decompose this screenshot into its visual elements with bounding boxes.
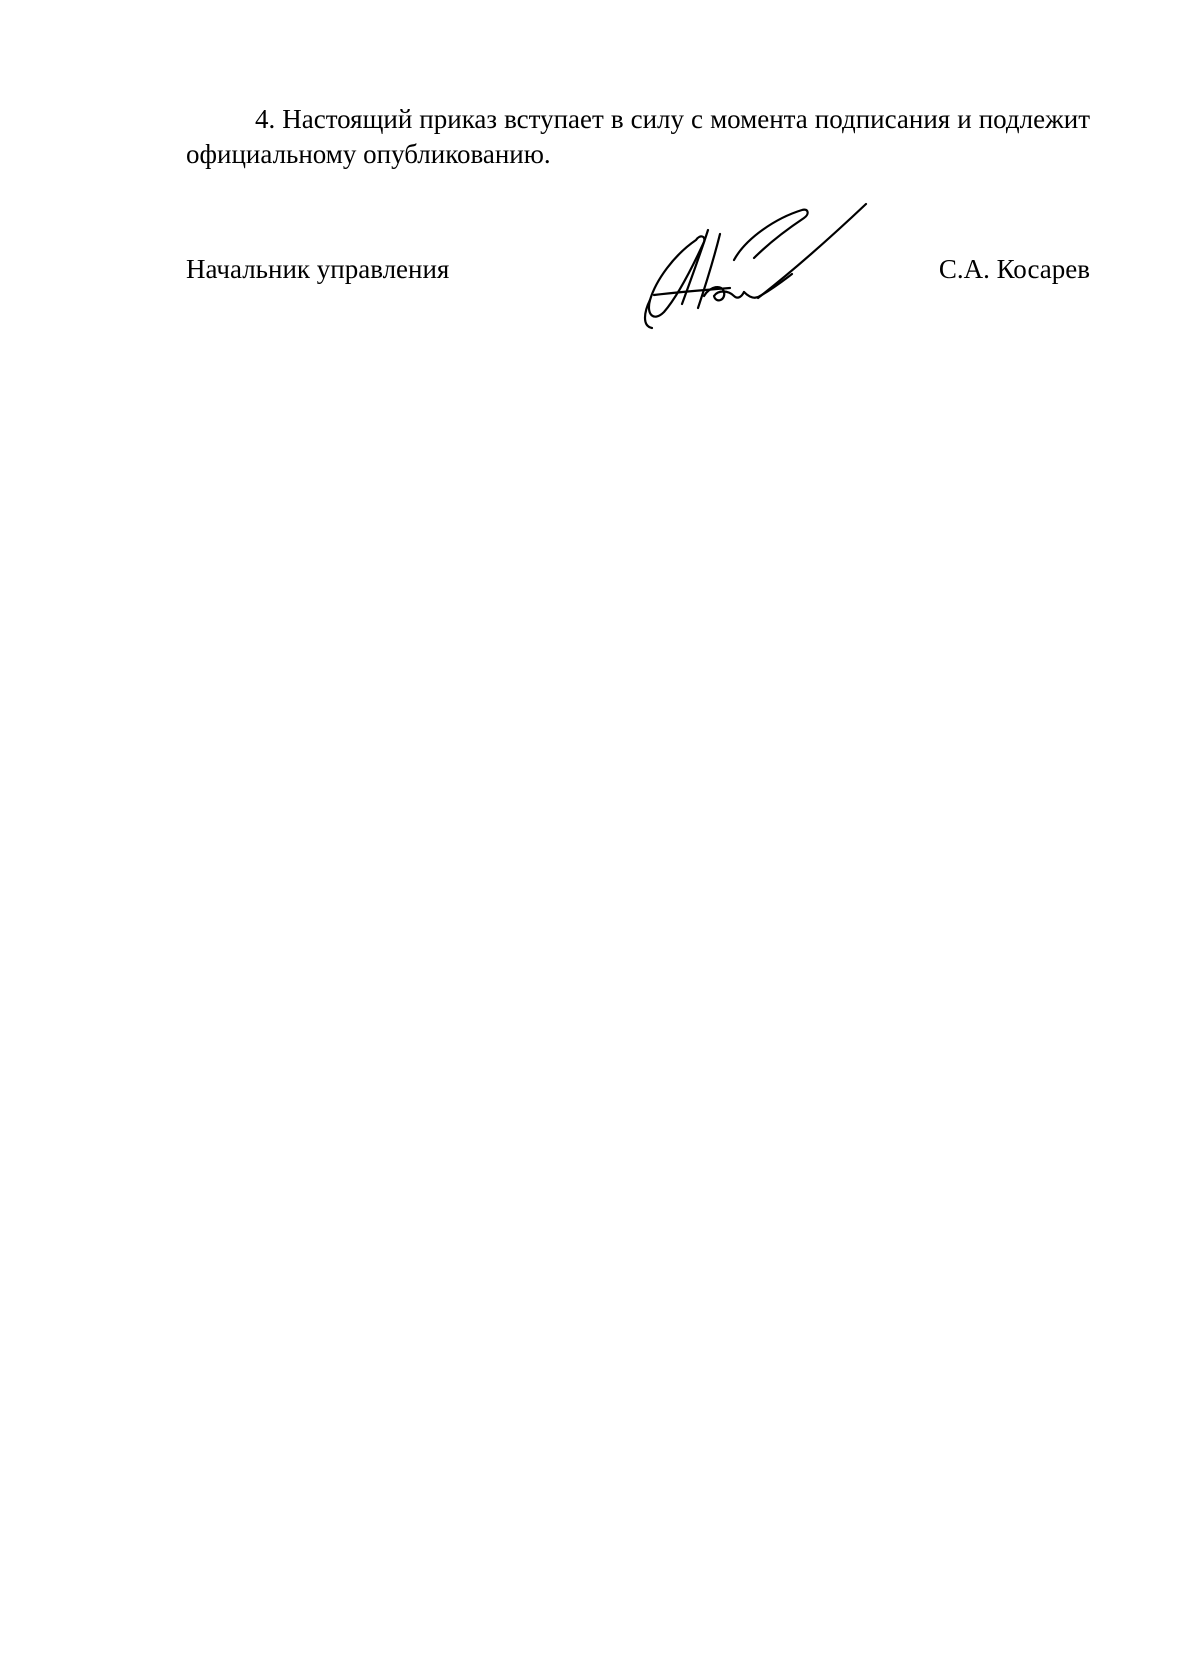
signature-block (186, 200, 1090, 340)
signer-position: Начальник управления (186, 254, 450, 284)
handwritten-signature (634, 200, 874, 335)
paragraph-item-4: 4. Настоящий приказ вступает в силу с момента подписания и подлежит официальному опубликованию. (186, 104, 1090, 169)
signer-name: С.А. Косарев (938, 254, 1090, 284)
